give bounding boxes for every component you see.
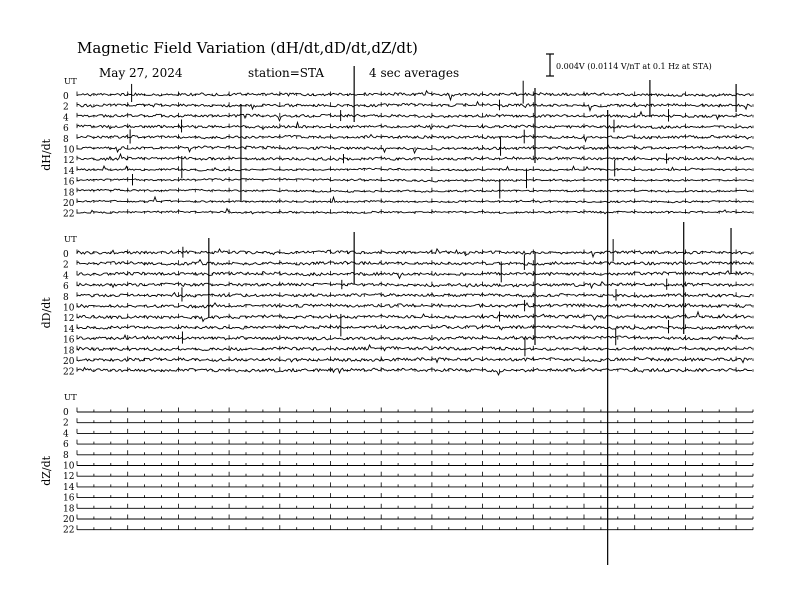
row-label: 18 xyxy=(63,188,75,199)
date-label: May 27, 2024 xyxy=(99,66,183,80)
row-label: 6 xyxy=(63,282,69,293)
y-axis-label: dZ/dt xyxy=(40,455,53,486)
row-label: 8 xyxy=(63,134,69,145)
ut-label: UT xyxy=(64,77,77,87)
row-label: 12 xyxy=(63,156,75,167)
row-label: 6 xyxy=(63,440,69,451)
row-label: 8 xyxy=(63,292,69,303)
row-label: 14 xyxy=(63,166,75,177)
row-label: 10 xyxy=(63,145,75,156)
panel-2 xyxy=(40,393,753,536)
row-label: 16 xyxy=(63,493,75,504)
ut-label: UT xyxy=(64,393,77,403)
ut-label: UT xyxy=(64,235,77,245)
row-label: 10 xyxy=(63,303,75,314)
row-label: 2 xyxy=(63,418,69,429)
scale-label: 0.004V (0.0114 V/nT at 0.1 Hz at STA) xyxy=(556,62,712,71)
row-label: 0 xyxy=(63,250,69,260)
y-axis-label: dD/dt xyxy=(40,297,53,329)
panel-1 xyxy=(40,235,753,378)
trace-line xyxy=(77,122,752,129)
station-label: station=STA xyxy=(248,66,325,80)
row-label: 16 xyxy=(63,335,75,346)
row-label: 10 xyxy=(63,461,75,472)
row-label: 0 xyxy=(63,92,69,102)
y-axis-label: dH/dt xyxy=(40,138,53,171)
row-label: 20 xyxy=(63,515,75,525)
row-label: 6 xyxy=(63,124,69,135)
row-label: 4 xyxy=(63,271,69,282)
row-label: 0 xyxy=(63,408,69,418)
row-label: 22 xyxy=(63,367,75,378)
row-label: 4 xyxy=(63,429,69,440)
row-label: 20 xyxy=(63,199,75,209)
row-label: 16 xyxy=(63,177,75,188)
row-label: 2 xyxy=(63,102,69,113)
panel-0 xyxy=(40,77,753,220)
row-label: 18 xyxy=(63,504,75,515)
row-label: 22 xyxy=(63,525,75,536)
row-label: 2 xyxy=(63,260,69,271)
panels xyxy=(40,77,753,536)
row-label: 22 xyxy=(63,209,75,220)
scale-bar xyxy=(546,54,712,76)
row-label: 4 xyxy=(63,113,69,124)
row-label: 8 xyxy=(63,450,69,461)
averages-label: 4 sec averages xyxy=(369,66,460,80)
row-label: 12 xyxy=(63,472,75,483)
row-label: 18 xyxy=(63,346,75,357)
row-label: 20 xyxy=(63,357,75,367)
row-label: 12 xyxy=(63,314,75,325)
row-label: 14 xyxy=(63,482,75,493)
chart-title: Magnetic Field Variation (dH/dt,dD/dt,dZ/dt) xyxy=(77,39,418,57)
row-label: 14 xyxy=(63,324,75,335)
